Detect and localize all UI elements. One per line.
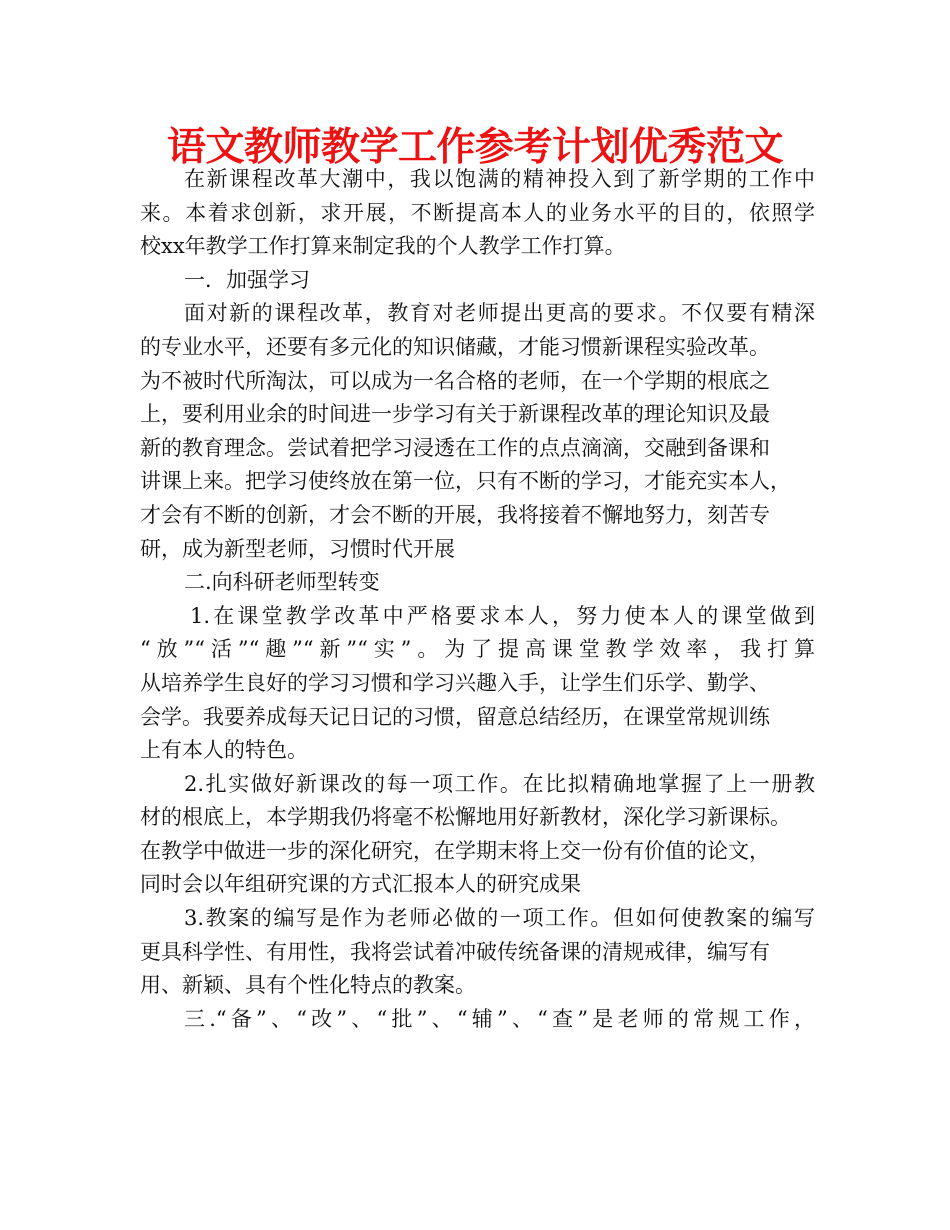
- paragraph-line: 用、新颖、具有个性化特点的教案。: [140, 973, 476, 998]
- paragraph-line: 2.扎实做好新课改的每一项工作。在比拟精确地掌握了上一册教: [184, 771, 815, 796]
- paragraph-line: “放”“活”“趣”“新”“实”。为了提高课堂教学效率，我打算: [140, 637, 815, 662]
- paragraph-line: 上，要利用业余的时间进一步学习有关于新课程改革的理论知识及最: [140, 402, 770, 427]
- paragraph-line: 会学。我要养成每天记日记的习惯，留意总结经历，在课堂常规训练: [140, 704, 770, 729]
- paragraph-line: 新的教育理念。尝试着把学习浸透在工作的点点滴滴，交融到备课和: [140, 435, 770, 460]
- paragraph-line: 面对新的课程改革，教育对老师提出更高的要求。不仅要有精深: [184, 301, 815, 326]
- paragraph-line: 1.在课堂教学改革中严格要求本人，努力使本人的课堂做到: [190, 603, 815, 628]
- paragraph-line: 更具科学性、有用性，我将尝试着冲破传统备课的清规戒律，编写有: [140, 939, 770, 964]
- paragraph-line: 材的根底上，本学期我仍将毫不松懈地用好新教材，深化学习新课标。: [140, 805, 791, 830]
- paragraph-line: 校xx年教学工作打算来制定我的个人教学工作打算。: [140, 234, 626, 259]
- document-title: 语文教师教学工作参考计划优秀范文: [166, 125, 783, 170]
- paragraph-line: 从培养学生良好的学习习惯和学习兴趣入手，让学生们乐学、勤学、: [140, 670, 770, 695]
- paragraph-line: 的专业水平，还要有多元化的知识储藏，才能习惯新课程实验改革。: [140, 334, 770, 359]
- paragraph-line: 3.教案的编写是作为老师必做的一项工作。但如何使教案的编写: [184, 906, 815, 931]
- paragraph-line: 同时会以年组研究课的方式汇报本人的研究成果: [140, 872, 581, 897]
- paragraph-line: 才会有不断的创新，才会不断的开展，我将接着不懈地努力，刻苦专: [140, 502, 770, 527]
- paragraph-line: 上有本人的特色。: [140, 738, 308, 763]
- paragraph-line: 研，成为新型老师，习惯时代开展: [140, 536, 455, 561]
- section-heading: 二.向科研老师型转变: [184, 570, 380, 595]
- document-body: [140, 163, 815, 1036]
- section-heading: 一．加强学习: [184, 267, 310, 292]
- paragraph-line: 讲课上来。把学习使终放在第一位，只有不断的学习，才能充实本人，: [140, 469, 791, 494]
- paragraph-line: 在教学中做进一步的深化研究，在学期末将上交一份有价值的论文，: [140, 838, 770, 863]
- paragraph-line: 来。本着求创新，求开展，不断提高本人的业务水平的目的，依照学: [140, 200, 815, 225]
- paragraph-line: 在新课程改革大潮中，我以饱满的精神投入到了新学期的工作中: [184, 167, 815, 191]
- paragraph-line: 为不被时代所淘汰，可以成为一名合格的老师，在一个学期的根底之: [140, 368, 770, 393]
- section-heading: 三.“备”、“改”、“批”、“辅”、“查”是老师的常规工作，: [184, 1006, 815, 1031]
